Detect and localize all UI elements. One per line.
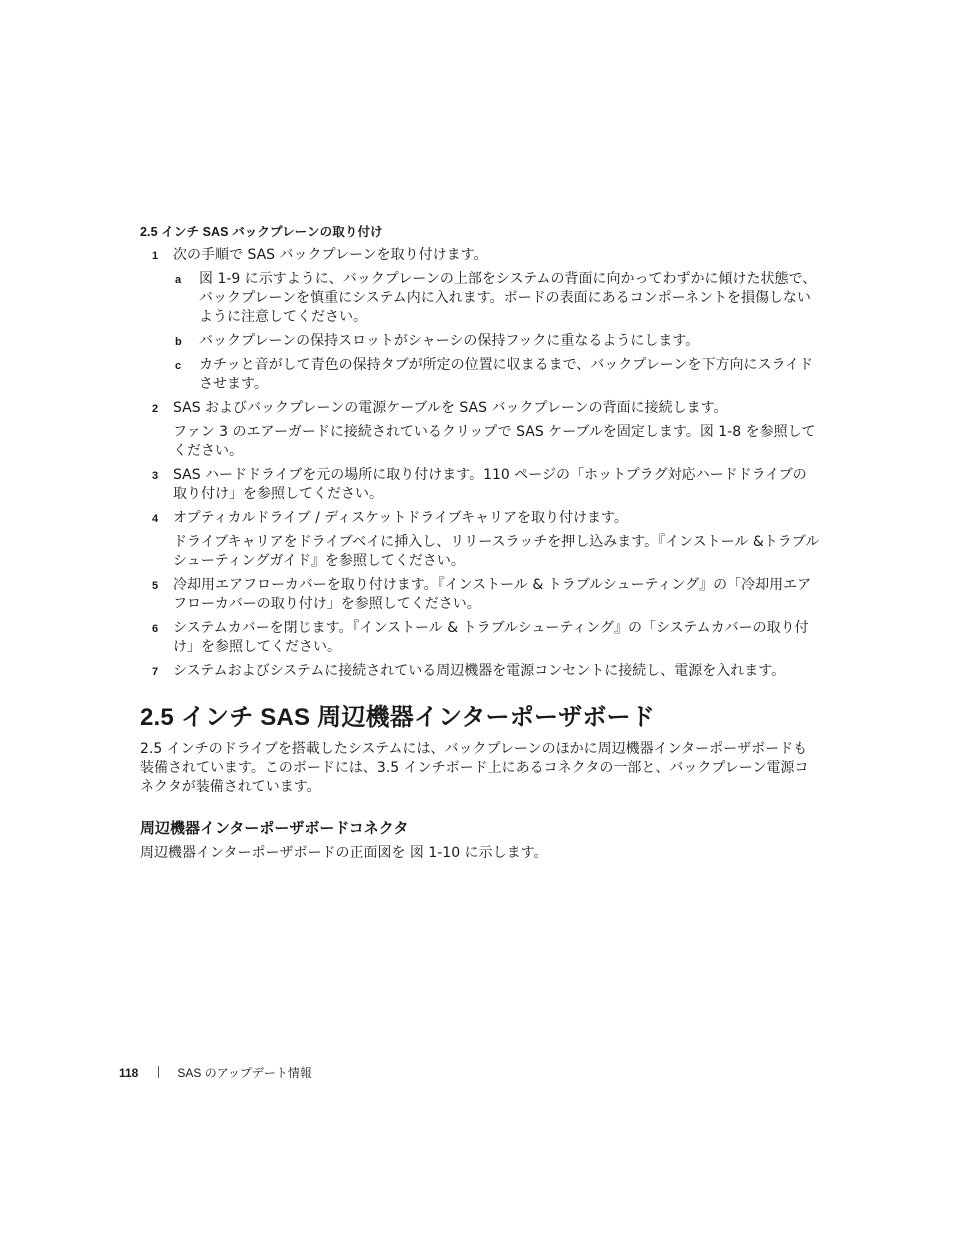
substep-text: バックプレーンの保持スロットがシャーシの保持フックに重なるようにします。 [199,333,700,349]
substep-letter: c [175,360,182,372]
step-2-note: ファン 3 のエアーガードに接続されているクリップで SAS ケーブルを固定します。図 1-8 を参照してください。 [173,424,816,459]
step-text: SAS およびバックプレーンの電源ケーブルを SAS バックプレーンの背面に接続します。 [173,400,728,416]
step-text: オプティカルドライブ / ディスケットドライブキャリアを取り付けます。 [173,510,628,526]
step-4 [140,509,820,528]
page-number: 118 [119,1066,139,1080]
section-heading: 2.5 インチ SAS バックプレーンの取り付け [140,225,383,239]
page-content [140,222,820,871]
step-text: 次の手順で SAS バックプレーンを取り付けます。 [173,247,488,263]
substep-c [140,356,820,394]
step-number: 7 [152,666,159,678]
step-3 [140,466,820,504]
step-number: 3 [152,470,159,482]
step-4-note: ドライブキャリアをドライブベイに挿入し、リリースラッチを押し込みます。『インストール &トラブルシューティングガイド』を参照してください。 [173,534,820,569]
step-number: 6 [152,623,159,635]
substep-b [140,332,820,351]
step-text: システムおよびシステムに接続されている周辺機器を電源コンセントに接続し、電源を入れます。 [173,663,786,679]
step-1 [140,246,820,265]
sub-heading: 周辺機器インターポーザボードコネクタ [140,820,409,837]
sub-body: 周辺機器インターポーザボードの正面図を 図 1-10 に示します。 [140,845,548,861]
main-body: 2.5 インチのドライブを搭載したシステムには、バックプレーンのほかに周辺機器インターポーザボードも装備されています。このボードには、3.5 インチボード上にあるコネクタの一部と、バックプレーン電源コネクタが装備されています。 [140,741,809,795]
step-text: システムカバーを閉じます。『インストール & トラブルシューティング』の「システムカバーの取り付け」を参照してください。 [173,620,809,655]
step-text: 冷却用エアフローカバーを取り付けます。『インストール & トラブルシューティング』の「冷却用エアフローカバーの取り付け」を参照してください。 [173,577,812,612]
substep-text: 図 1-9 に示すように、バックプレーンの上部をシステムの背面に向かってわずかに傾けた状態で、バックプレーンを慎重にシステム内に入れます。ボードの表面にあるコンポーネントを損傷しないように注意してください。 [199,271,817,325]
step-number: 2 [152,403,159,415]
substep-letter: a [175,274,182,286]
step-number: 5 [152,580,159,592]
footer-section: SAS のアップデート情報 [177,1066,312,1080]
substep-text: カチッと音がして青色の保持タブが所定の位置に収まるまで、バックプレーンを下方向にスライドさせます。 [199,357,814,392]
footer-divider [158,1066,159,1078]
step-7 [140,662,820,681]
step-5 [140,576,820,614]
substep-letter: b [175,336,182,348]
step-6 [140,619,820,657]
main-heading: 2.5 インチ SAS 周辺機器インターポーザボード [140,704,655,731]
page-footer [119,1064,312,1081]
step-number: 1 [152,250,159,262]
step-number: 4 [152,513,159,525]
step-2 [140,399,820,418]
step-text: SAS ハードドライブを元の場所に取り付けます。110 ページの「ホットプラグ対応ハードドライブの取り付け」を参照してください。 [173,467,807,502]
substep-a [140,270,820,327]
